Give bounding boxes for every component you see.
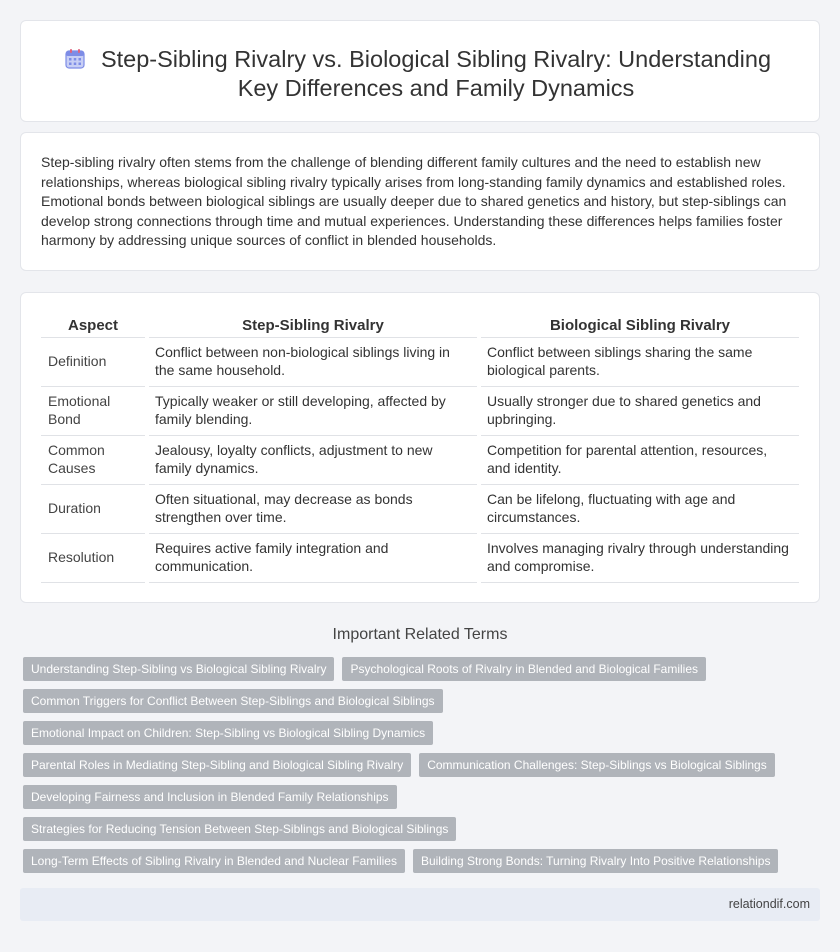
related-terms-heading: Important Related Terms	[332, 626, 508, 643]
related-term-tag[interactable]: Common Triggers for Conflict Between Step-Siblings and Biological Siblings	[23, 689, 443, 713]
related-term-tag[interactable]: Building Strong Bonds: Turning Rivalry Into Positive Relationships	[413, 849, 779, 873]
related-term-tag[interactable]: Parental Roles in Mediating Step-Sibling and Biological Sibling Rivalry	[23, 753, 411, 777]
table-row	[41, 484, 799, 533]
intro-paragraph: Step-sibling rivalry often stems from the challenge of blending different family cultures and the need to establish new relationships, whereas biological sibling rivalry typically arises from long-standing family dynamics and established roles. Emotional bonds between biological siblings are usually deeper due to shared genetics and history, but step-siblings can develop strong connections through time and mutual experiences. Understanding these differences helps families foster harmony by addressing unique sources of conflict in blended households.	[41, 154, 787, 249]
table-header-row	[41, 315, 799, 337]
row-biological: Can be lifelong, fluctuating with age and circumstances.	[479, 484, 799, 533]
header-biological: Biological Sibling Rivalry	[479, 315, 799, 337]
header-aspect: Aspect	[41, 315, 147, 337]
row-aspect: Definition	[41, 337, 147, 386]
related-terms-list	[23, 657, 813, 881]
row-aspect: Emotional Bond	[41, 386, 147, 435]
footer	[20, 888, 820, 921]
row-biological: Competition for parental attention, resources, and identity.	[479, 435, 799, 484]
related-term-tag[interactable]: Understanding Step-Sibling vs Biological Sibling Rivalry	[23, 657, 334, 681]
related-term-tag[interactable]: Emotional Impact on Children: Step-Sibling vs Biological Sibling Dynamics	[23, 721, 433, 745]
comparison-card	[20, 292, 820, 603]
row-biological: Involves managing rivalry through understanding and compromise.	[479, 533, 799, 582]
related-term-tag[interactable]: Communication Challenges: Step-Siblings vs Biological Siblings	[419, 753, 775, 777]
table-row	[41, 533, 799, 582]
related-term-tag[interactable]: Strategies for Reducing Tension Between Step-Siblings and Biological Siblings	[23, 817, 456, 841]
row-step-sibling: Conflict between non-biological siblings living in the same household.	[147, 337, 479, 386]
row-biological: Usually stronger due to shared genetics and upbringing.	[479, 386, 799, 435]
row-aspect: Duration	[41, 484, 147, 533]
row-step-sibling: Requires active family integration and communication.	[147, 533, 479, 582]
related-term-tag[interactable]: Psychological Roots of Rivalry in Blended and Biological Families	[342, 657, 706, 681]
table-row	[41, 435, 799, 484]
related-term-tag[interactable]: Developing Fairness and Inclusion in Blended Family Relationships	[23, 785, 397, 809]
footer-site-link[interactable]: relationdif.com	[728, 897, 810, 911]
row-aspect: Resolution	[41, 533, 147, 582]
row-aspect: Common Causes	[41, 435, 147, 484]
table-row	[41, 386, 799, 435]
row-step-sibling: Jealousy, loyalty conflicts, adjustment to new family dynamics.	[147, 435, 479, 484]
intro-card	[20, 132, 820, 271]
related-term-tag[interactable]: Long-Term Effects of Sibling Rivalry in Blended and Nuclear Families	[23, 849, 405, 873]
page-title: Step-Sibling Rivalry vs. Biological Sibling Rivalry: Understanding Key Differences and Family Dynamics	[100, 46, 772, 101]
row-biological: Conflict between siblings sharing the same biological parents.	[479, 337, 799, 386]
comparison-table	[41, 315, 799, 583]
row-step-sibling: Typically weaker or still developing, affected by family blending.	[147, 386, 479, 435]
row-step-sibling: Often situational, may decrease as bonds strengthen over time.	[147, 484, 479, 533]
header-card	[20, 20, 820, 122]
header-step-sibling: Step-Sibling Rivalry	[147, 315, 479, 337]
table-row	[41, 337, 799, 386]
